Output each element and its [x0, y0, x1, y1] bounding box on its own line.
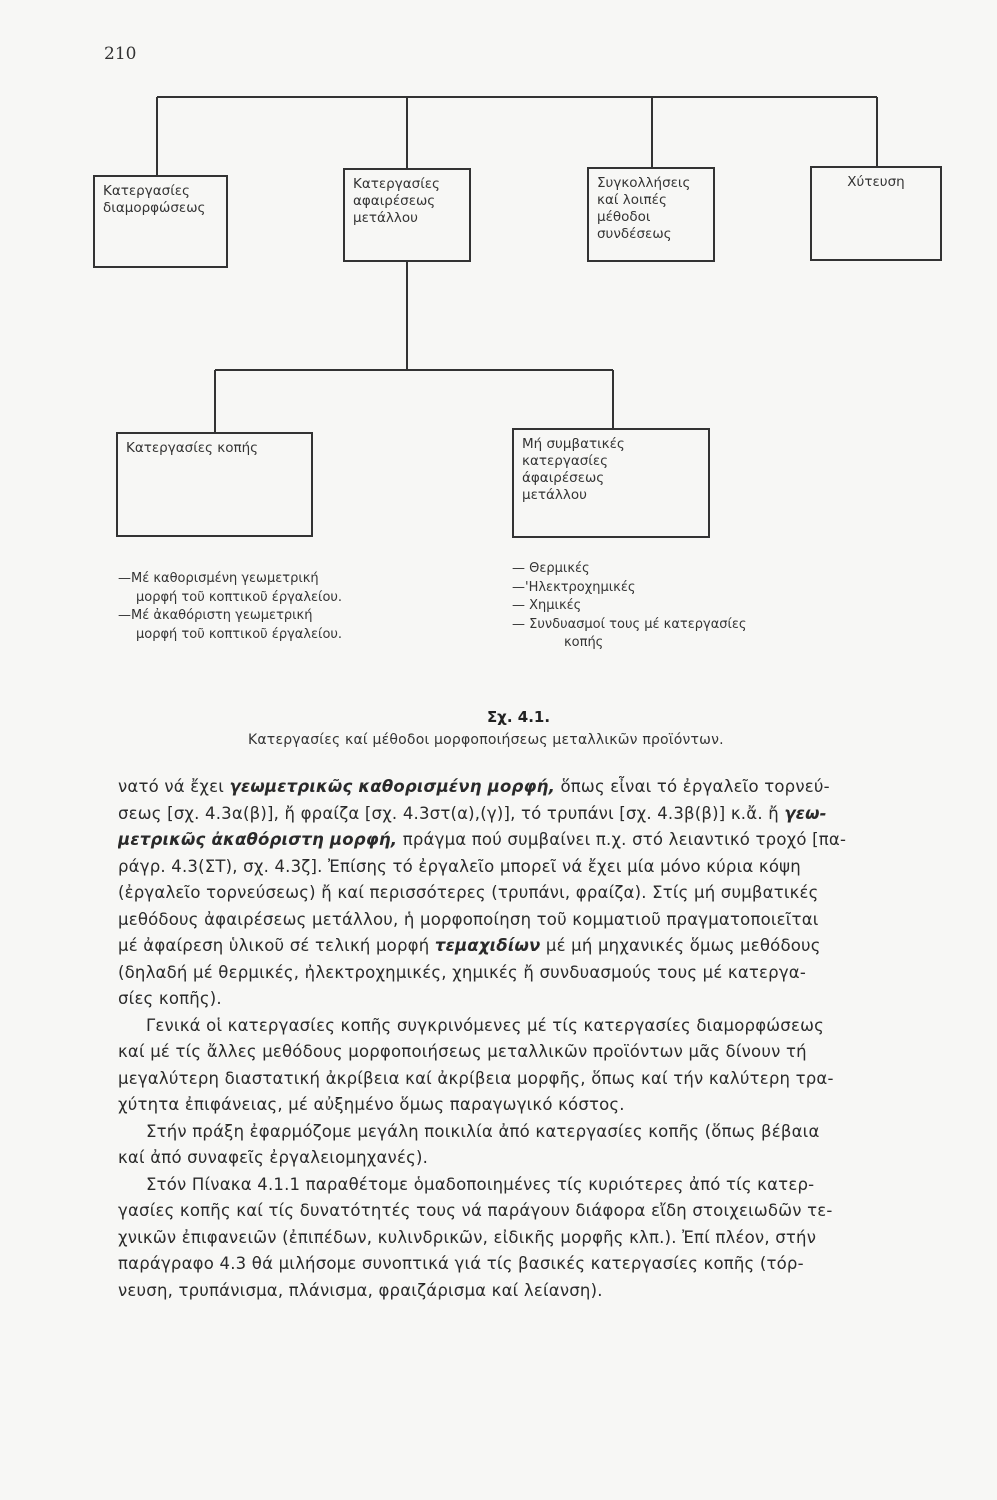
- figure-caption: Κατεργασίες καί μέθοδοι μορφοποιήσεως μεταλλικῶν προϊόντων.: [248, 732, 724, 748]
- text-line: (δηλαδή μέ θερμικές, ἠλεκτροχημικές, χημικές ἤ συνδυασμούς τους μέ κατεργα-: [118, 962, 807, 982]
- text-line: παράγραφο 4.3 θά μιλήσομε συνοπτικά γιά τίς βασικές κατεργασίες κοπῆς (τόρ-: [118, 1254, 804, 1273]
- box-casting: Χύτευση: [810, 166, 942, 261]
- text-line: μεθόδους ἀφαιρέσεως μετάλλου, ἡ μορφοποίηση τοῦ κομματιοῦ πραγματοποιεῖται: [118, 909, 819, 929]
- text-line: Στόν Πίνακα 4.1.1 παραθέτομε ὁμαδοποιημένες τίς κυριότερες ἀπό τίς κατερ-: [146, 1174, 815, 1194]
- text-line: σεως [σχ. 4.3α(β)], ἤ φραίζα [σχ. 4.3στ(α),(γ)], τό τρυπάνι [σχ. 4.3β(β)] κ.ἄ. ἤ γεω-: [118, 803, 827, 823]
- text-line: μεγαλύτερη διαστατική ἀκρίβεια καί ἀκρίβεια μορφῆς, ὅπως καί τήν καλύτερη τρα-: [118, 1068, 834, 1088]
- text-line: ράγρ. 4.3(ΣΤ), σχ. 4.3ζ]. Ἐπίσης τό ἐργαλεῖο μπορεῖ νά ἔχει μία μόνο κύρια κόψη: [118, 856, 801, 876]
- box-welding-joining: Συγκολλήσεις καί λοιπές μέθοδοι συνδέσεως: [587, 167, 715, 262]
- text-line: μετρικῶς ἀκαθόριστη μορφή, πράγμα πού συμβαίνει π.χ. στό λειαντικό τροχό [πα-: [118, 830, 847, 849]
- text-line: νευση, τρυπάνισμα, πλάνισμα, φραιζάρισμα καί λείανση).: [118, 1280, 603, 1300]
- cutting-tool-geometry-list: —Μέ καθορισμένη γεωμετρική μορφή τοῦ κοπτικοῦ έργαλείου. —Μέ ἀκαθόριστη γεωμετρική μορφή τοῦ κοπτικοῦ έργαλείου.: [118, 571, 343, 642]
- figure-label: Σχ. 4.1.: [486, 708, 551, 726]
- text-line: γασίες κοπῆς καί τίς δυνατότητές τους νά παράγουν διάφορα εἴδη στοιχειωδῶν τε-: [118, 1201, 833, 1220]
- nonconventional-methods-list: — Θερμικές —'Ηλεκτροχημικές — Χημικές — Συνδυασμοί τους μέ κατεργασίες κοπής: [512, 561, 747, 650]
- body-text: [118, 774, 933, 1304]
- box-nonconventional-removal: Μή συμβατικές κατεργασίες άφαιρέσεως μετάλλου: [512, 428, 710, 538]
- box-cutting-processes: Κατεργασίες κοπής: [116, 432, 313, 537]
- page-number: 210: [104, 44, 137, 64]
- text-line: (ἐργαλεῖο τορνεύσεως) ἤ καί περισσότερες (τρυπάνι, φραίζα). Στίς μή συμβατικές: [118, 883, 819, 902]
- text-line: χύτητα ἐπιφάνειας, μέ αὐξημένο ὅμως παραγωγικό κόστος.: [118, 1095, 625, 1114]
- text-line: Στήν πράξη ἐφαρμόζομε μεγάλη ποικιλία ἀπό κατεργασίες κοπῆς (ὅπως βέβαια: [146, 1121, 820, 1141]
- box-forming-processes: Κατεργασίες διαμορφώσεως: [93, 175, 228, 268]
- text-line: καί μέ τίς ἄλλες μεθόδους μορφοποιήσεως μεταλλικῶν προϊόντων μᾶς δίνουν τή: [118, 1042, 807, 1061]
- text-line: σίες κοπῆς).: [118, 989, 222, 1008]
- text-line: μέ ἀφαίρεση ὑλικοῦ σέ τελική μορφή τεμαχιδίων μέ μή μηχανικές ὅμως μεθόδους: [118, 936, 821, 955]
- text-line: καί ἀπό συναφεῖς ἐργαλειομηχανές).: [118, 1148, 429, 1167]
- text-line: χνικῶν ἐπιφανειῶν (ἐπιπέδων, κυλινδρικῶν, εἰδικῆς μορφῆς κλπ.). Ἐπί πλέον, στήν: [118, 1227, 817, 1247]
- box-material-removal: Κατεργασίες αφαιρέσεως μετάλλου: [343, 168, 471, 262]
- text-line: νατό νά ἔχει γεωμετρικῶς καθορισμένη μορφή, ὅπως εἶναι τό ἐργαλεῖο τορνεύ-: [118, 777, 830, 796]
- text-line: Γενικά οἱ κατεργασίες κοπῆς συγκρινόμενες μέ τίς κατεργασίες διαμορφώσεως: [146, 1015, 824, 1035]
